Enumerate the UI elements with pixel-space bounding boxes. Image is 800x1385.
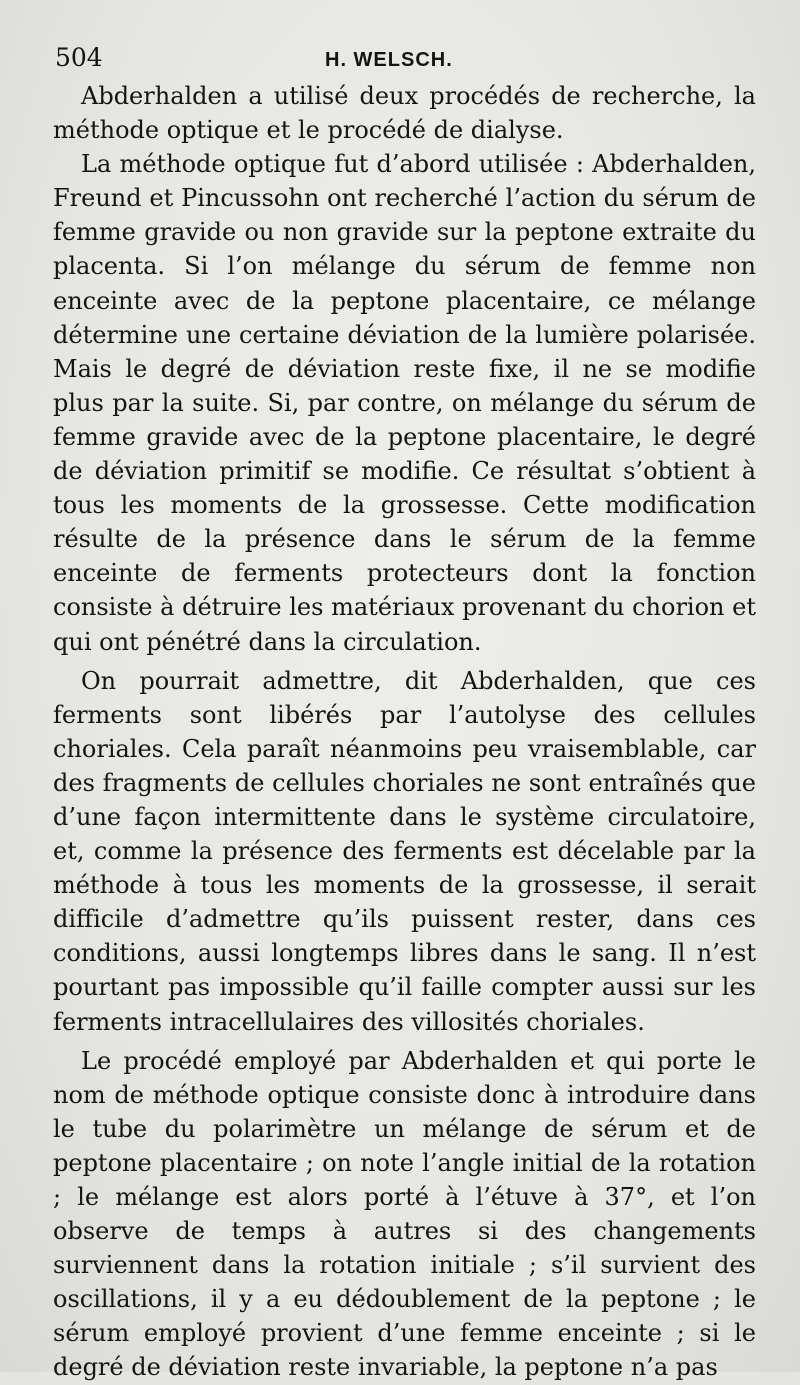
paragraph-4: Le procédé employé par Abderhalden et qui porte le nom de méthode optique consiste donc à introduire dans le tube du polarimètre un mélange de sérum et de peptone placentaire ; on note l’angle initial de la rotation ; le mélange est alors porté à l’étuve à 37°, et l’on observe de temps à autres si des changements surviennent dans la rotation initiale ; s’il survient des oscillations, il y a eu dédoublement de la peptone ; le sérum employé provient d’une femme enceinte ; si le degré de déviation reste invariable, la peptone n’a pas [53,1046,756,1382]
page-number: 504 [55,43,103,72]
paragraph-3: On pourrait admettre, dit Abderhalden, que ces ferments sont libérés par l’autolyse des cellules choriales. Cela paraît néanmoins peu vraisemblable, car des fragments de cellules choriales ne sont entraînés que d’une façon intermittente dans le système circulatoire, et, comme la présence des ferments est décelable par la méthode à tous les moments de la grossesse, il serait difficile d’admettre qu’ils puissent rester, dans ces conditions, aussi longtemps libres dans le sang. Il n’est pourtant pas impossible qu’il faille compter aussi sur les ferments intracellulaires des villosités choriales. [53,666,756,1036]
paragraph-1: Abderhalden a utilisé deux procédés de recherche, la méthode optique et le procédé de dialyse. [53,82,756,145]
body-text [53,79,756,1385]
paragraph-2: La méthode optique fut d’abord utilisée : Abderhalden, Freund et Pincussohn ont recherché l’action du sérum de femme gravide ou non gravide sur la peptone extraite du placenta. Si l’on mélange du sérum de femme non enceinte avec de la peptone placentaire, ce mélange détermine une certaine déviation de la lumière polarisée. Mais le degré de déviation reste fixe, il ne se modifie plus par la suite. Si, par contre, on mélange du sérum de femme gravide avec de la peptone placentaire, le degré de déviation primitif se modifie. Ce résultat s’obtient à tous les moments de la grossesse. Cette modification résulte de la présence dans le sérum de la femme enceinte de ferments protecteurs dont la fonction consiste à détruire les matériaux provenant du chorion et qui ont pénétré dans la circulation. [53,150,756,656]
page-header [55,40,748,76]
running-head: H. WELSCH. [325,49,453,71]
